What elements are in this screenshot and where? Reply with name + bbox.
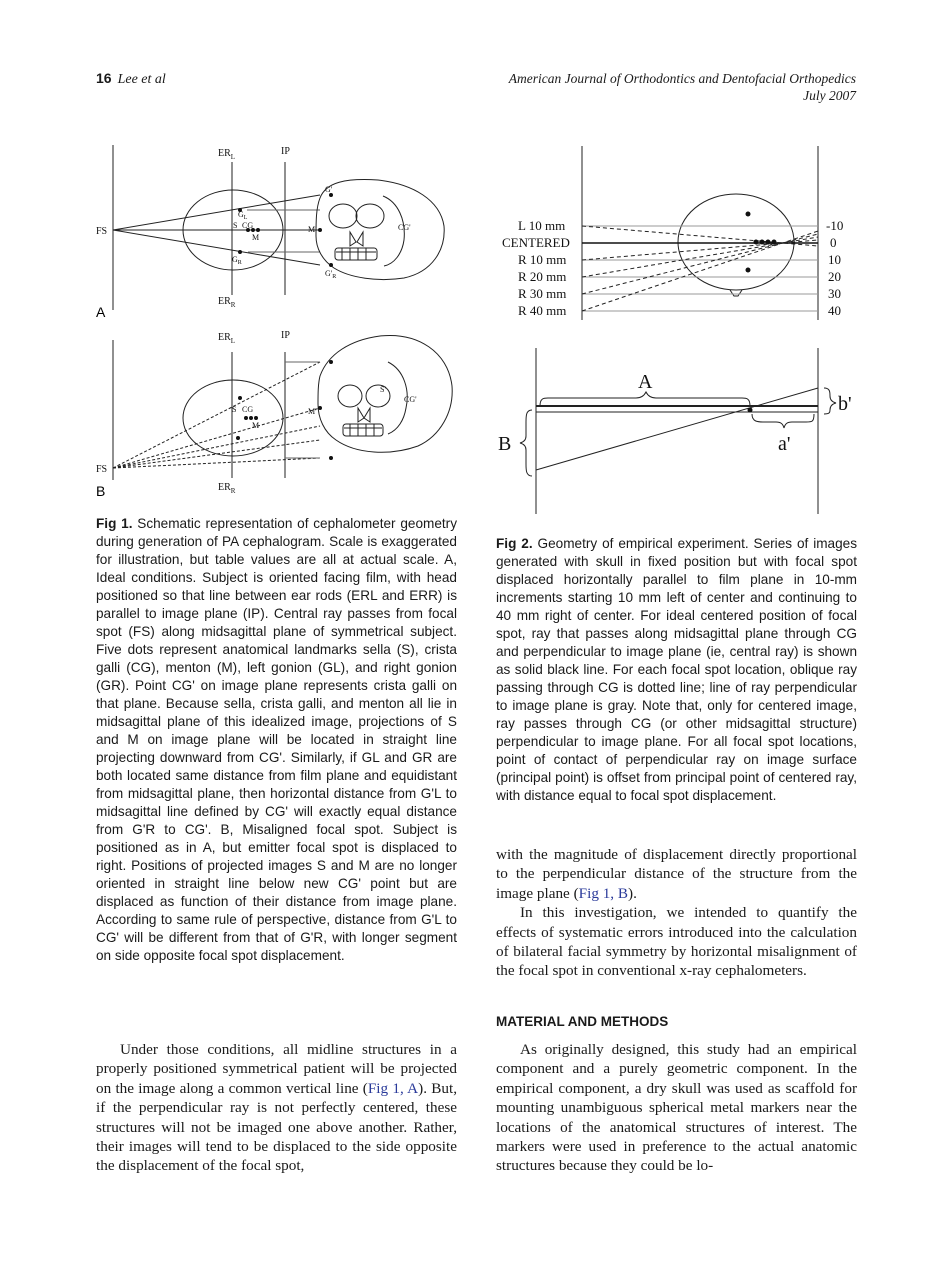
fig2-label-b: B [498,433,512,455]
fig2-caption [496,535,857,805]
fig2-left-label-5: R 40 mm [518,303,567,318]
fig2-right-label-1: 0 [830,235,837,250]
label-gr-prime-a: $G'_R$ [325,269,337,280]
label-gl-a: $G_L$ [238,210,248,221]
label-fs-b: FS [96,464,108,475]
label-gr-a: $G_R$ [232,255,242,266]
label-gl-prime-a: G' [325,185,333,194]
fig2-left-label-0: L 10 mm [518,218,566,233]
running-header-right [509,70,856,104]
methods-paragraph: As originally designed, this study had an empirical component and a purely geometric component. In the empirical component, a dry skull was used as scaffold for mounting unambiguous spherical metal markers near the locations of the anatomical structures of interest. The markers were used in preference to the actual anatomic structures because they could be lo- [496,1041,857,1175]
fig2-right-label-5: 40 [828,303,841,318]
label-err-b: $ER_R$ [218,482,236,495]
fig2-label-b-prime: b' [838,393,852,415]
fig2-left-label-4: R 30 mm [518,286,567,301]
fig1b-reference-link[interactable]: Fig 1, B [578,884,629,902]
label-m-a: M [252,233,260,242]
panel-label-b: B [96,483,106,499]
right-body-text [496,845,857,981]
page-number: 16 [96,70,112,86]
label-s-b: S [232,405,237,414]
fig2-right-label-0: -10 [826,218,844,233]
label-fs-a: FS [96,226,108,237]
left-paragraph: Under those conditions, all midline structures in a properly positioned symmetrical patient will be projected on the image along a common vertical line (Fig 1, A). But, if the perpendicular ray is not perfectly centered, these structures will not be imaged one above another. Rather, their images will tend to be displaced to the side opposite the displacement of the focal spot, [96,1041,457,1175]
figure-1 [88,140,468,510]
label-cg-b: CG [242,405,254,414]
label-cg-a: CG [242,221,254,230]
fig2-label-a: A [638,371,653,393]
label-ip-b: IP [281,330,290,341]
fig1a-reference-link[interactable]: Fig 1, A [367,1079,419,1097]
label-erl-b: $ER_L$ [218,332,236,345]
label-m-b: M [252,421,260,430]
fig2-right-label-4: 30 [828,286,841,301]
label-ip-a: IP [281,146,290,157]
fig2-left-label-1: CENTERED [502,235,570,250]
figure-2 [496,144,860,519]
methods-paragraph-container [496,1040,857,1176]
panel-label-a: A [96,304,106,320]
label-m-prime-a: M' [308,225,317,234]
fig2-left-label-2: R 10 mm [518,252,567,267]
left-body-text [96,1040,457,1176]
right-paragraph-2: In this investigation, we intended to quantify the effects of systematic errors introduced into the calculation of bilateral facial symmetry by horizontal misalignment of the focal spot in conventional x-ray cephalometers. [496,904,857,980]
author-line: Lee et al [117,72,166,87]
label-erl-a: $ER_L$ [218,148,236,161]
label-s-a: S [233,221,238,230]
journal-title: American Journal of Orthodontics and Dentofacial Orthopedics [508,71,856,86]
fig2-caption-text: Geometry of empirical experiment. Series of images generated with skull in fixed position but with focal spot displaced horizontally parallel to film plane in 10-mm increments starting 10 mm left of center and continuing to 40 mm right of center. For ideal centered position of focal spot, ray that passes along midsagittal plane through CG and perpendicular to image plane (ie, central ray) is shown as solid black line. For each focal spot location, oblique ray passing through CG is dotted line; line of ray perpendicular to image plane is gray. Note that, only for centered image, ray passes through CG (or other midsagittal structure) perpendicular to image plane. For all focal spot locations, point of contact of perpendicular ray on image surface (principal point) is offset from principal point of centered ray, with distance equal to focal spot displacement. [496,536,858,803]
fig2-right-label-3: 20 [828,269,841,284]
fig1-caption [96,515,457,965]
issue-date: July 2007 [803,88,856,103]
section-heading: MATERIAL AND METHODS [496,1014,669,1029]
fig1-caption-text: Schematic representation of cephalometer geometry during generation of PA cephalogram. Scale is exaggerated for illustration, but table values are all at actual scale. A, Ideal conditions. Subject is oriented facing film, with head positioned so that line between ear rods (ERL and ERR) is parallel to image plane (IP). Central ray passes from focal spot (FS) along midsagittal plane of symmetrical subject. Five dots represent anatomical landmarks sella (S), crista galli (CG), menton (M), left gonion (GL), and right gonion (GR). Point CG' on image plane represents crista galli on that plane. Because sella, crista galli, and menton all lie in midsagittal plane of this idealized image, projections of S and M on image plane will be located in straight line projecting downward from CG'. Similarly, if GL and GR are both located same distance from film plane and equidistant from midsagittal plane, then horizontal distance from G'L to midsagittal line defined by CG' will exactly equal distance from G'R to CG'. B, Misaligned focal spot. Subject is positioned as in A, but emitter focal spot is displaced to right. Positions of projected images S and M are no longer oriented in straight line below new CG' point but are displaced as function of their distance from image plane. According to same rule of perspective, distance from G'L to CG' will be different from that of G'R, with longer segment on side opposite focal spot displacement. [96,516,458,963]
label-m-prime-b: M' [308,407,317,416]
label-err-a: $ER_R$ [218,296,236,309]
fig1-caption-label: Fig 1. [96,516,133,531]
running-header-left [96,70,166,88]
label-cg-prime-a: CG' [398,223,411,232]
fig2-label-a-prime: a' [778,433,791,455]
right-paragraph-1: with the magnitude of displacement directly proportional to the perpendicular distance of the structure from the image plane (Fig 1, B). [496,846,857,902]
fig2-right-label-2: 10 [828,252,841,267]
label-s-prime-b: S' [380,385,386,394]
label-cg-prime-b: CG' [404,395,417,404]
fig2-left-label-3: R 20 mm [518,269,567,284]
fig2-caption-label: Fig 2. [496,536,533,551]
